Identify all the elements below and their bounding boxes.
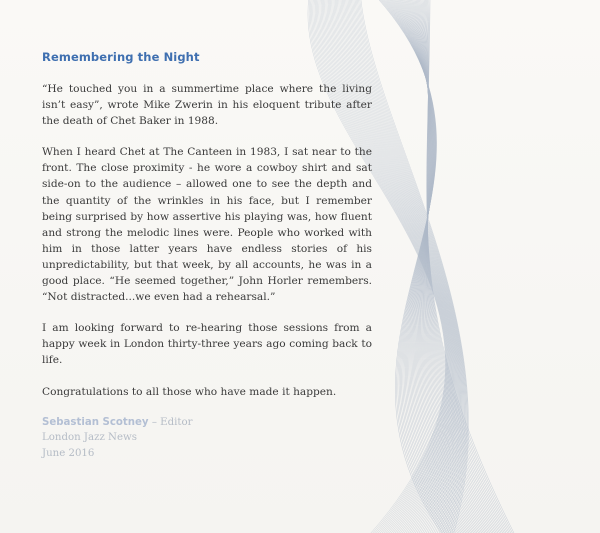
signature-line	[42, 415, 372, 431]
publication-date: June 2016	[42, 447, 95, 459]
paragraph-3: I am looking forward to re-hearing those sessions from a happy week in London thirty-three years ago coming back to life.	[42, 322, 372, 367]
paragraph-1: “He touched you in a summertime place where the living isn’t easy”, wrote Mike Zwerin in his eloquent tribute after the death of Chet Baker in 1988.	[42, 83, 372, 128]
signature-block	[42, 415, 372, 462]
wave-line	[358, 0, 467, 533]
article-heading: Remembering the Night	[42, 50, 200, 64]
article	[42, 50, 372, 461]
paragraph-2: When I heard Chet at The Canteen in 1983, I sat near to the front. The close proximity - he wore a cowboy shirt and sat side-on to the audience – allowed one to see the depth and the quantity of the wrinkles in his face, but I remember being surprised by how assertive his playing was, how fluent and strong the melodic lines were. People who worked with him in those latter years have endless stories of his unpredictability, but that week, by all accounts, he was in a good place. “He seemed together,” John Horler remembers. “Not distracted...we even had a rehearsal.”	[42, 146, 372, 304]
wave-line	[360, 0, 469, 533]
author-role: – Editor	[151, 416, 193, 428]
author-name: Sebastian Scotney	[42, 416, 149, 428]
publication-name: London Jazz News	[42, 432, 137, 444]
paragraph-4: Congratulations to all those who have made it happen.	[42, 385, 337, 398]
